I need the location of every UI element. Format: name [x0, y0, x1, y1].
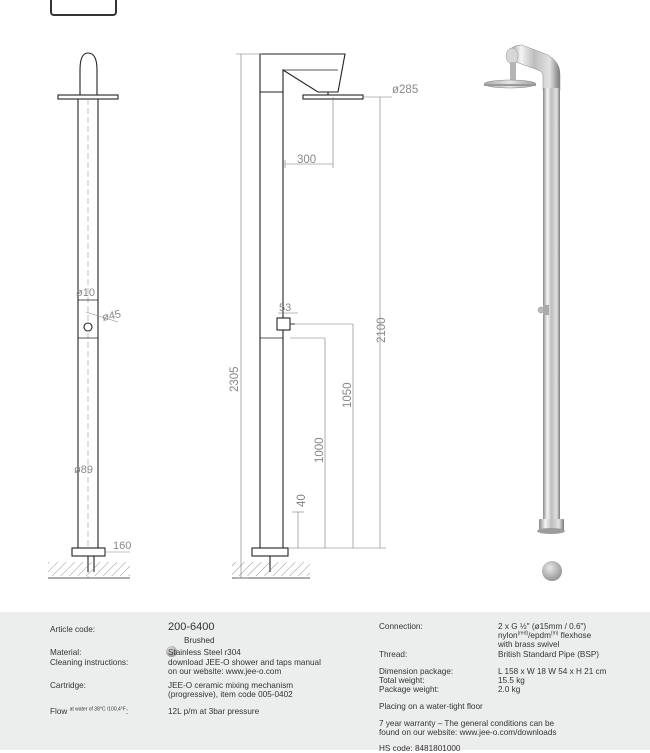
material-value: Stainless Steel r304 [168, 648, 241, 657]
connection-line-1: 2 x G ½" (ø15mm / 0.6") [498, 622, 587, 631]
side-dimension-lines [236, 54, 392, 578]
thread-label: Thread: [379, 650, 408, 659]
total-height-label: 2305 [229, 366, 241, 392]
flow-label: Flow $^{at water of 38^\circ C /100,4^\circ F}$: [50, 706, 129, 716]
warranty-line-2: found on our website: www.jee-o.com/downloads [379, 728, 557, 737]
placing-note: Placing on a water-tight floor [379, 702, 483, 711]
logo-box [51, 0, 116, 15]
connection-sup-1: (red) [517, 630, 529, 637]
connection-line-3: with brass swivel [498, 640, 560, 649]
connection-material-2: /epdm [528, 631, 551, 640]
flow-condition: at water of 38°C /100,4°F [69, 706, 126, 713]
cleaning-line-2: on our website: www.jee-o.com [168, 667, 282, 676]
dimension-label: Dimension package: [379, 667, 454, 676]
side-floor-hatch [232, 562, 310, 576]
connection-line-2 [498, 631, 591, 640]
product-render [484, 45, 565, 534]
base-size-label: 160 [113, 540, 132, 552]
connection-sup-2: (m) [550, 630, 559, 637]
cartridge-line-2: (progressive), item code 005-0402 [168, 690, 293, 699]
arm-length-label: 300 [297, 154, 317, 166]
package-weight-value: 2.0 kg [498, 685, 521, 694]
cartridge-line-1: JEE-O ceramic mixing mechanism [168, 681, 294, 690]
front-floor-hatch [48, 562, 130, 576]
thread-value: British Standard Pipe (BSP) [498, 650, 600, 659]
cleaning-label: Cleaning instructions: [50, 658, 129, 667]
package-weight-label: Package weight: [379, 685, 440, 694]
finish-swatch [542, 561, 562, 581]
handle-diameter-label: ø45 [101, 308, 123, 324]
inlet-diameter-label: ø10 [76, 287, 95, 299]
total-weight-value: 15.5 kg [498, 676, 525, 685]
hs-code: HS code: 8481801000 [379, 744, 461, 753]
article-code-label: Article code: [50, 625, 96, 634]
tap-height-label: 1050 [342, 382, 354, 408]
dimension-value: L 158 x W 18 W 54 x H 21 cm [498, 667, 607, 676]
connection-label: Connection: [379, 622, 423, 631]
cartridge-label: Cartridge: [50, 681, 86, 690]
flow-label-text: Flow [50, 707, 68, 716]
tap-offset-label: 53 [279, 302, 292, 314]
specifications-panel [0, 612, 650, 753]
control-height-label: 1000 [314, 437, 326, 463]
total-weight-label: Total weight: [379, 676, 425, 685]
base-height-label: 40 [296, 494, 308, 507]
warranty-line-1: 7 year warranty – The general conditions can be [379, 719, 555, 728]
head-diameter-label: ø285 [392, 84, 419, 96]
head-height-label: 2100 [376, 317, 388, 343]
connection-material-1: nylon [498, 631, 518, 640]
cleaning-line-1: download JEE-O shower and taps manual [168, 658, 321, 667]
article-code-value: 200-6400 [168, 621, 215, 633]
material-label: Material: [50, 648, 82, 657]
connection-hose: flexhose [558, 631, 592, 640]
flow-value: 12L p/m at 3bar pressure [168, 707, 260, 716]
pipe-diameter-label: ø89 [74, 464, 93, 476]
finish-name: Brushed [184, 636, 215, 645]
